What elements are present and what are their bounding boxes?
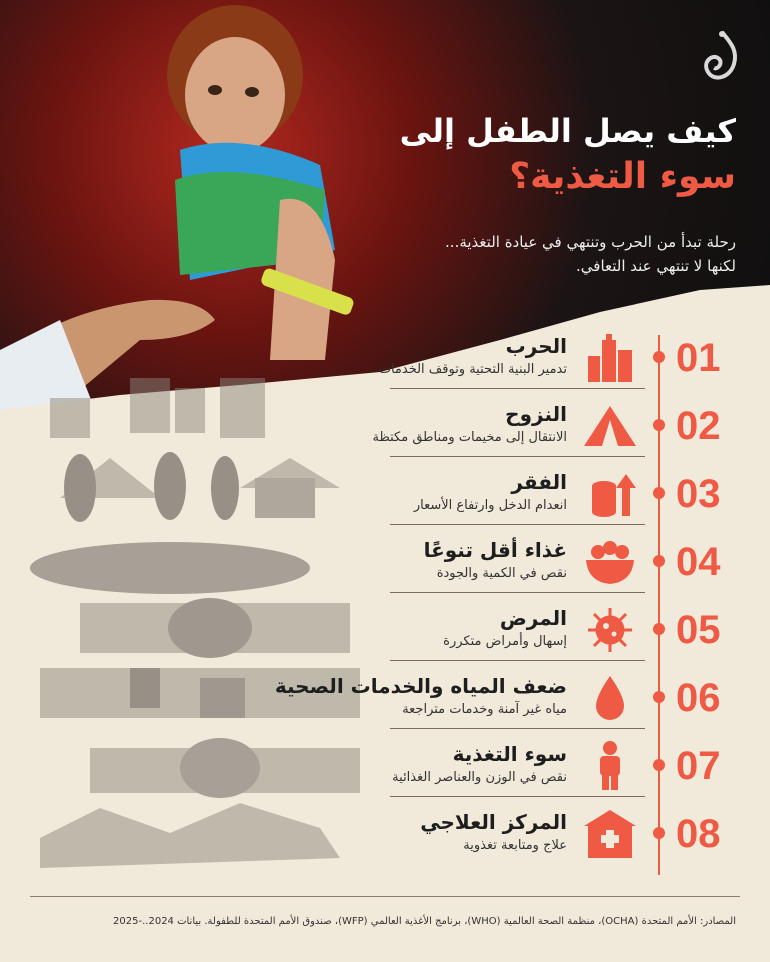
step-title: غذاء أقل تنوعًا [423, 538, 567, 562]
step-description: نقص في الكمية والجودة [436, 566, 567, 581]
timeline-dot [653, 623, 665, 635]
step-number: 07 [676, 744, 721, 788]
step-description: انعدام الدخل وارتفاع الأسعار [413, 498, 567, 513]
step-row-04 [0, 534, 770, 600]
timeline-dot [653, 419, 665, 431]
title-line-1: كيف يصل الطفل إلى [399, 112, 736, 150]
timeline-dot [653, 351, 665, 363]
step-description: علاج ومتابعة تغذوية [463, 838, 567, 853]
virus-icon [580, 604, 640, 656]
coins-up-arrow-icon [580, 468, 640, 520]
step-number: 04 [676, 540, 721, 584]
step-description: مياه غير آمنة وخدمات متراجعة [402, 702, 567, 717]
timeline-dot [653, 487, 665, 499]
step-row-08 [0, 806, 770, 872]
food-bowl-icon [580, 536, 640, 588]
step-number: 08 [676, 812, 721, 856]
step-description: الانتقال إلى مخيمات ومناطق مكتظة [372, 430, 567, 445]
step-number: 01 [676, 336, 721, 380]
row-divider [390, 660, 645, 661]
step-row-07 [0, 738, 770, 804]
footer-divider [30, 896, 740, 897]
step-row-01 [0, 330, 770, 396]
step-number: 06 [676, 676, 721, 720]
hospital-icon [580, 808, 640, 860]
step-description: تدمير البنية التحتية وتوقف الخدمات [378, 362, 567, 377]
sources-text: المصادر: الأمم المتحدة (OCHA)، منظمة الصحة العالمية (WHO)، برنامج الأغذية العالمي (WFP)، صندوق الأمم المتحدة للطفولة. بيانات 2024..-2025 [113, 916, 736, 927]
title-line-2: سوء التغذية؟ [509, 156, 736, 197]
tent-icon [580, 400, 640, 452]
step-title: الفقر [511, 470, 567, 494]
step-number: 03 [676, 472, 721, 516]
step-title: الحرب [505, 334, 567, 358]
step-row-06 [0, 670, 770, 736]
step-row-03 [0, 466, 770, 532]
step-number: 05 [676, 608, 721, 652]
step-description: إسهال وأمراض متكررة [443, 634, 567, 649]
row-divider [390, 456, 645, 457]
row-divider [390, 388, 645, 389]
step-title: المركز العلاجي [420, 810, 567, 834]
step-number: 02 [676, 404, 721, 448]
row-divider [390, 796, 645, 797]
timeline-dot [653, 827, 665, 839]
child-icon [580, 740, 640, 792]
step-title: النزوح [505, 402, 567, 426]
row-divider [390, 592, 645, 593]
timeline-dot [653, 555, 665, 567]
step-title: المرض [499, 606, 567, 630]
step-description: نقص في الوزن والعناصر الغذائية [392, 770, 567, 785]
city-buildings-icon [580, 332, 640, 384]
step-title: ضعف المياه والخدمات الصحية [274, 674, 567, 698]
step-row-05 [0, 602, 770, 668]
timeline-dot [653, 691, 665, 703]
row-divider [390, 728, 645, 729]
subtitle-line-1: رحلة تبدأ من الحرب وتنتهي في عيادة التغذية... [445, 233, 736, 251]
step-row-02 [0, 398, 770, 464]
step-title: سوء التغذية [452, 742, 567, 766]
row-divider [390, 524, 645, 525]
timeline-dot [653, 759, 665, 771]
water-drop-icon [580, 672, 640, 724]
subtitle-line-2: لكنها لا تنتهي عند التعافي. [576, 257, 736, 275]
